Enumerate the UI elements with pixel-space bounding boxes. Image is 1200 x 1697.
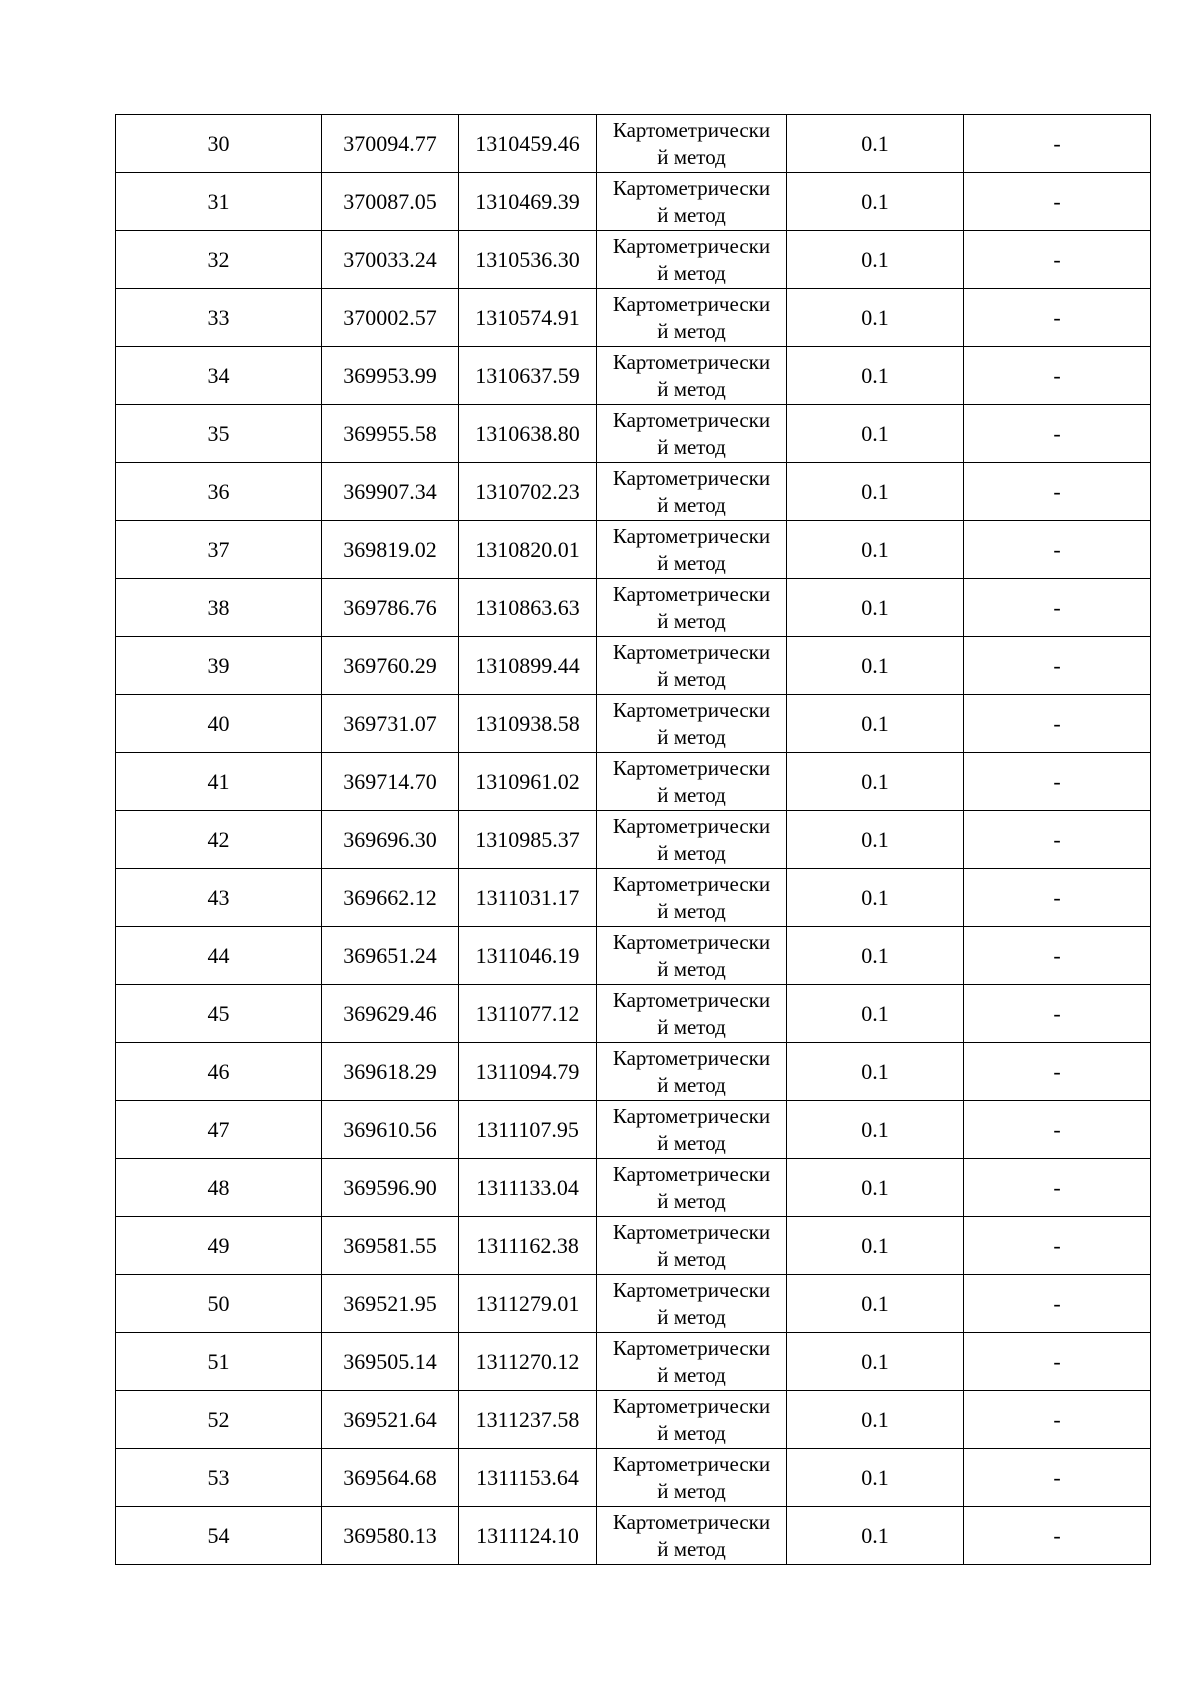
note-cell: - [964,405,1151,463]
method-text-line-1: Картометрически [612,234,771,258]
coordinate-x-cell: 369953.99 [322,347,459,405]
coordinates-table-body [116,115,1151,1565]
point-number-cell: 41 [116,753,322,811]
method-text-line-1: Картометрически [612,814,771,838]
method-text-line-2: й метод [657,1015,726,1039]
method-cell [597,405,787,463]
method-text-line-2: й метод [657,957,726,981]
method-text-line-1: Картометрически [612,176,771,200]
method-text-line-2: й метод [657,1537,726,1561]
table-row [116,1101,1151,1159]
coordinate-y-cell: 1310469.39 [459,173,597,231]
method-text-line-2: й метод [657,609,726,633]
method-text-line-1: Картометрически [612,408,771,432]
method-text-line-1: Картометрически [612,930,771,954]
note-cell: - [964,1333,1151,1391]
table-row [116,289,1151,347]
table-row [116,347,1151,405]
method-cell [597,231,787,289]
method-text-line-2: й метод [657,667,726,691]
table-row [116,1275,1151,1333]
accuracy-cell: 0.1 [787,579,964,637]
method-text-line-1: Картометрически [612,988,771,1012]
point-number-cell: 43 [116,869,322,927]
point-number-cell: 48 [116,1159,322,1217]
accuracy-cell: 0.1 [787,347,964,405]
coordinate-y-cell: 1310863.63 [459,579,597,637]
coordinate-y-cell: 1311046.19 [459,927,597,985]
accuracy-cell: 0.1 [787,1217,964,1275]
method-text-line-1: Картометрически [612,350,771,374]
note-cell: - [964,115,1151,173]
coordinate-y-cell: 1311162.38 [459,1217,597,1275]
table-row [116,695,1151,753]
point-number-cell: 52 [116,1391,322,1449]
method-cell [597,521,787,579]
note-cell: - [964,753,1151,811]
accuracy-cell: 0.1 [787,1507,964,1565]
accuracy-cell: 0.1 [787,115,964,173]
coordinate-y-cell: 1311153.64 [459,1449,597,1507]
coordinate-y-cell: 1311107.95 [459,1101,597,1159]
table-row [116,231,1151,289]
point-number-cell: 51 [116,1333,322,1391]
method-text-line-2: й метод [657,783,726,807]
accuracy-cell: 0.1 [787,1101,964,1159]
note-cell: - [964,869,1151,927]
method-cell [597,1275,787,1333]
coordinate-x-cell: 369651.24 [322,927,459,985]
method-text-line-1: Картометрически [612,1046,771,1070]
note-cell: - [964,1159,1151,1217]
table-row [116,115,1151,173]
method-text-line-1: Картометрически [612,582,771,606]
coordinate-x-cell: 369618.29 [322,1043,459,1101]
accuracy-cell: 0.1 [787,1043,964,1101]
point-number-cell: 46 [116,1043,322,1101]
accuracy-cell: 0.1 [787,173,964,231]
method-cell [597,463,787,521]
coordinate-y-cell: 1310459.46 [459,115,597,173]
point-number-cell: 44 [116,927,322,985]
accuracy-cell: 0.1 [787,1449,964,1507]
coordinate-y-cell: 1311094.79 [459,1043,597,1101]
method-cell [597,753,787,811]
method-text-line-2: й метод [657,1073,726,1097]
method-text-line-2: й метод [657,493,726,517]
table-row [116,985,1151,1043]
note-cell: - [964,927,1151,985]
table-row [116,811,1151,869]
coordinate-x-cell: 369580.13 [322,1507,459,1565]
coordinate-x-cell: 370002.57 [322,289,459,347]
coordinate-x-cell: 369731.07 [322,695,459,753]
method-cell [597,1159,787,1217]
method-cell [597,1507,787,1565]
table-row [116,463,1151,521]
coordinate-x-cell: 369760.29 [322,637,459,695]
point-number-cell: 39 [116,637,322,695]
point-number-cell: 47 [116,1101,322,1159]
coordinate-x-cell: 369564.68 [322,1449,459,1507]
coordinate-y-cell: 1310638.80 [459,405,597,463]
coordinate-y-cell: 1311124.10 [459,1507,597,1565]
method-text-line-2: й метод [657,1247,726,1271]
table-row [116,753,1151,811]
coordinate-y-cell: 1310820.01 [459,521,597,579]
coordinate-x-cell: 369786.76 [322,579,459,637]
point-number-cell: 40 [116,695,322,753]
accuracy-cell: 0.1 [787,985,964,1043]
note-cell: - [964,579,1151,637]
coordinate-x-cell: 369907.34 [322,463,459,521]
method-text-line-2: й метод [657,1131,726,1155]
point-number-cell: 37 [116,521,322,579]
method-text-line-1: Картометрически [612,872,771,896]
point-number-cell: 53 [116,1449,322,1507]
method-cell [597,1449,787,1507]
method-text-line-1: Картометрически [612,1394,771,1418]
method-text-line-1: Картометрически [612,118,771,142]
point-number-cell: 30 [116,115,322,173]
method-cell [597,1217,787,1275]
note-cell: - [964,463,1151,521]
method-cell [597,811,787,869]
point-number-cell: 32 [116,231,322,289]
method-text-line-2: й метод [657,261,726,285]
point-number-cell: 34 [116,347,322,405]
coordinate-x-cell: 370094.77 [322,115,459,173]
method-cell [597,1101,787,1159]
accuracy-cell: 0.1 [787,231,964,289]
accuracy-cell: 0.1 [787,695,964,753]
table-row [116,173,1151,231]
table-row [116,1507,1151,1565]
method-text-line-1: Картометрически [612,1162,771,1186]
coordinate-x-cell: 369696.30 [322,811,459,869]
method-text-line-1: Картометрически [612,640,771,664]
coordinate-y-cell: 1311270.12 [459,1333,597,1391]
coordinate-x-cell: 369662.12 [322,869,459,927]
method-cell [597,637,787,695]
method-text-line-2: й метод [657,1189,726,1213]
note-cell: - [964,1275,1151,1333]
point-number-cell: 49 [116,1217,322,1275]
accuracy-cell: 0.1 [787,811,964,869]
coordinate-x-cell: 369521.64 [322,1391,459,1449]
method-text-line-2: й метод [657,1479,726,1503]
method-text-line-2: й метод [657,1305,726,1329]
method-text-line-1: Картометрически [612,524,771,548]
method-text-line-1: Картометрически [612,756,771,780]
method-cell [597,985,787,1043]
point-number-cell: 45 [116,985,322,1043]
coordinate-x-cell: 369955.58 [322,405,459,463]
point-number-cell: 38 [116,579,322,637]
note-cell: - [964,637,1151,695]
accuracy-cell: 0.1 [787,463,964,521]
coordinate-y-cell: 1311077.12 [459,985,597,1043]
note-cell: - [964,521,1151,579]
note-cell: - [964,173,1151,231]
coordinate-y-cell: 1310961.02 [459,753,597,811]
table-row [116,1043,1151,1101]
point-number-cell: 35 [116,405,322,463]
accuracy-cell: 0.1 [787,637,964,695]
accuracy-cell: 0.1 [787,405,964,463]
coordinate-y-cell: 1310702.23 [459,463,597,521]
method-text-line-2: й метод [657,841,726,865]
table-row [116,1333,1151,1391]
method-text-line-2: й метод [657,435,726,459]
method-cell [597,347,787,405]
method-cell [597,869,787,927]
accuracy-cell: 0.1 [787,753,964,811]
note-cell: - [964,1449,1151,1507]
method-text-line-1: Картометрически [612,1220,771,1244]
method-text-line-2: й метод [657,899,726,923]
table-row [116,869,1151,927]
table-row [116,521,1151,579]
point-number-cell: 50 [116,1275,322,1333]
coordinate-x-cell: 369629.46 [322,985,459,1043]
point-number-cell: 31 [116,173,322,231]
method-text-line-1: Картометрически [612,1452,771,1476]
coordinate-x-cell: 369819.02 [322,521,459,579]
method-cell [597,1333,787,1391]
method-text-line-2: й метод [657,1363,726,1387]
method-text-line-2: й метод [657,1421,726,1445]
accuracy-cell: 0.1 [787,289,964,347]
method-text-line-2: й метод [657,145,726,169]
method-text-line-2: й метод [657,551,726,575]
coordinate-x-cell: 370087.05 [322,173,459,231]
table-row [116,1449,1151,1507]
note-cell: - [964,1217,1151,1275]
method-text-line-2: й метод [657,377,726,401]
coordinate-y-cell: 1311133.04 [459,1159,597,1217]
method-text-line-1: Картометрически [612,466,771,490]
method-text-line-1: Картометрически [612,1278,771,1302]
note-cell: - [964,1391,1151,1449]
coordinate-y-cell: 1310574.91 [459,289,597,347]
coordinate-x-cell: 369521.95 [322,1275,459,1333]
accuracy-cell: 0.1 [787,521,964,579]
table-row [116,405,1151,463]
coordinate-y-cell: 1311237.58 [459,1391,597,1449]
method-cell [597,579,787,637]
method-cell [597,1391,787,1449]
note-cell: - [964,811,1151,869]
accuracy-cell: 0.1 [787,1275,964,1333]
method-text-line-1: Картометрически [612,292,771,316]
coordinate-y-cell: 1311031.17 [459,869,597,927]
table-row [116,579,1151,637]
point-number-cell: 42 [116,811,322,869]
note-cell: - [964,985,1151,1043]
method-text-line-2: й метод [657,203,726,227]
method-text-line-1: Картометрически [612,698,771,722]
accuracy-cell: 0.1 [787,1159,964,1217]
method-cell [597,289,787,347]
coordinate-x-cell: 369596.90 [322,1159,459,1217]
table-row [116,1159,1151,1217]
note-cell: - [964,1507,1151,1565]
accuracy-cell: 0.1 [787,1333,964,1391]
note-cell: - [964,1043,1151,1101]
coordinate-x-cell: 369714.70 [322,753,459,811]
accuracy-cell: 0.1 [787,927,964,985]
table-row [116,927,1151,985]
coordinate-x-cell: 369581.55 [322,1217,459,1275]
coordinate-y-cell: 1310536.30 [459,231,597,289]
note-cell: - [964,231,1151,289]
point-number-cell: 33 [116,289,322,347]
coordinate-y-cell: 1311279.01 [459,1275,597,1333]
method-text-line-1: Картометрически [612,1104,771,1128]
method-cell [597,173,787,231]
method-cell [597,927,787,985]
note-cell: - [964,695,1151,753]
point-number-cell: 54 [116,1507,322,1565]
method-text-line-2: й метод [657,725,726,749]
method-cell [597,1043,787,1101]
note-cell: - [964,1101,1151,1159]
coordinate-x-cell: 369610.56 [322,1101,459,1159]
point-number-cell: 36 [116,463,322,521]
coordinate-x-cell: 370033.24 [322,231,459,289]
accuracy-cell: 0.1 [787,869,964,927]
method-cell [597,695,787,753]
method-cell [597,115,787,173]
method-text-line-1: Картометрически [612,1336,771,1360]
coordinate-y-cell: 1310938.58 [459,695,597,753]
table-row [116,1217,1151,1275]
note-cell: - [964,347,1151,405]
method-text-line-2: й метод [657,319,726,343]
coordinate-y-cell: 1310985.37 [459,811,597,869]
coordinates-table [115,114,1151,1565]
note-cell: - [964,289,1151,347]
table-row [116,637,1151,695]
method-text-line-1: Картометрически [612,1510,771,1534]
table-row [116,1391,1151,1449]
coordinate-y-cell: 1310899.44 [459,637,597,695]
coordinate-x-cell: 369505.14 [322,1333,459,1391]
coordinate-y-cell: 1310637.59 [459,347,597,405]
accuracy-cell: 0.1 [787,1391,964,1449]
